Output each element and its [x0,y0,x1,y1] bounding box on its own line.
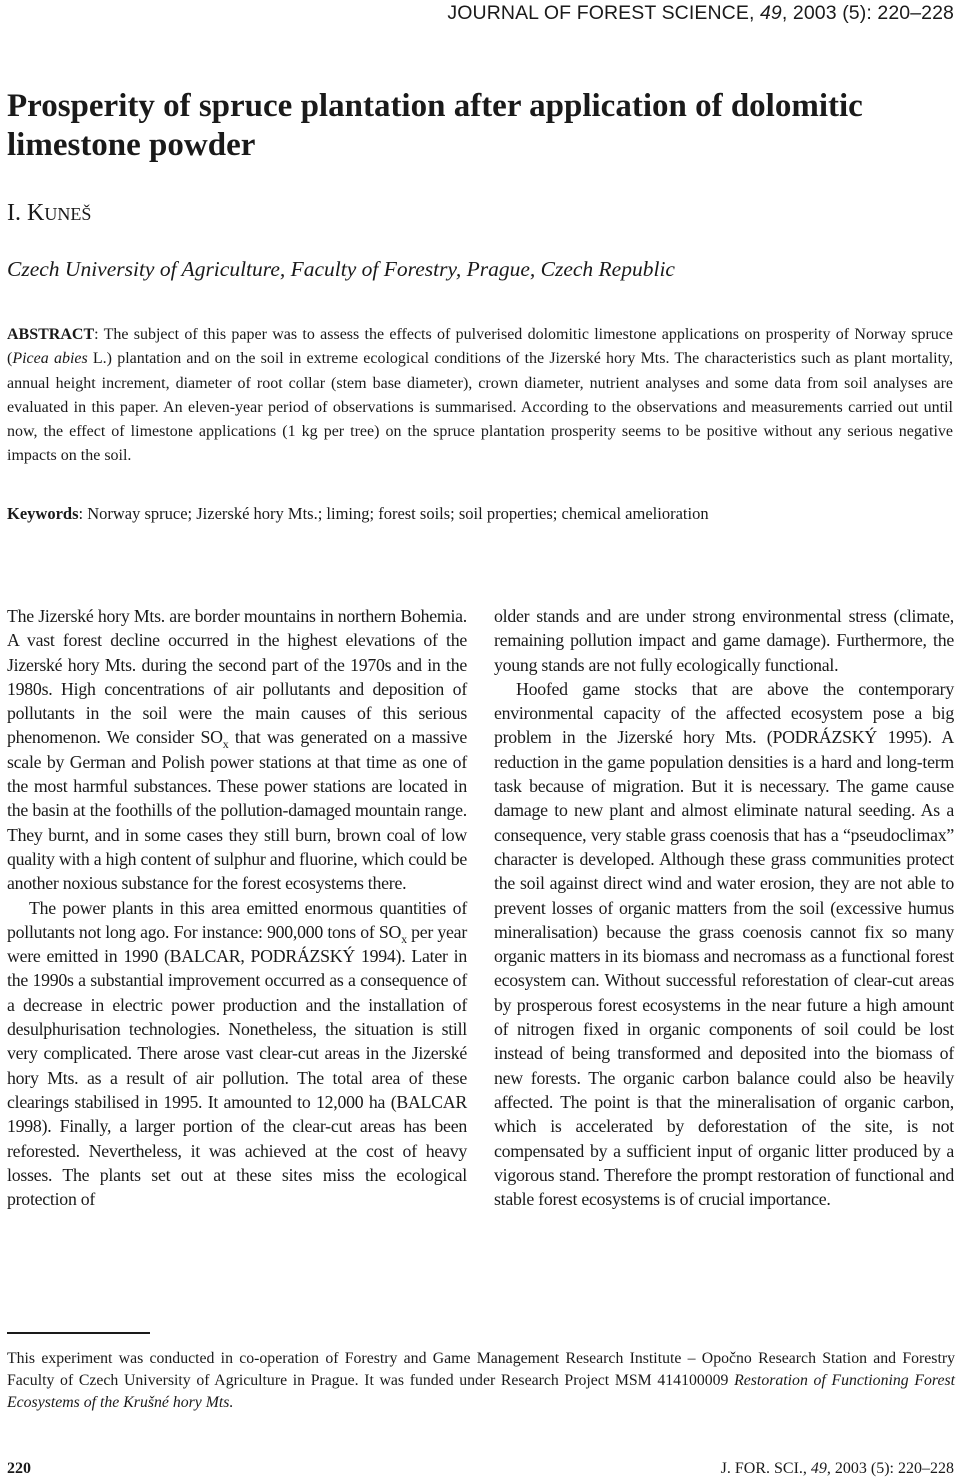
author-affiliation: Czech University of Agriculture, Faculty of Forestry, Prague, Czech Republic [7,257,675,281]
citation-author: ODRÁZSKÝ [782,727,877,748]
subscript: x [401,931,407,946]
running-header [447,2,954,25]
paragraph: older stands and are under strong environmental stress (climate, remaining pollution impact and game damage). Furthermore, the young stands are not fully ecologically functional. [494,606,954,675]
running-footer [721,1460,954,1478]
paragraph-text: 1998). Finally, a larger portion of the clear-cut areas has been reforested. Nevertheless, it was achieved at the cost of heavy losses. The plants set out at these sites miss the ecological protection of [7,1116,467,1210]
citation-author: ODRÁZSKÝ [260,946,355,967]
abstract [7,323,953,469]
paragraph-text: The power plants in this area emitted enormous quantities of pollutants not long ago. For instance: 900,000 tons of SO [7,897,467,942]
author-name [7,200,91,227]
journal-volume: 49 [759,2,782,24]
species-name: Picea abies [12,350,88,368]
paragraph [7,604,467,896]
paragraph [7,896,467,1212]
footnote [7,1348,955,1414]
paragraph-text: 1994). Later in the 1990s a substantial improvement occurred as a consequence of a decrease in electric power production and the installation of desulphurisation technologies. Nonetheless, the situation is still very complicated. There arose vast clear-cut areas in the Jizerské hory Mts. as a result of air pollution. The total area of these clearings stabilised in 1995. It amounted to 12,000 ha (B [7,946,467,1112]
abstract-text-1: : The subject of this paper was to assess the effects of pulverised dolomitic limestone applications on prosperity of Norway spruce ( [7,326,953,368]
keywords-text: : Norway spruce; Jizerské hory Mts.; liming; forest soils; soil properties; chemical amelioration [78,504,709,523]
paragraph-text: The Jizerské hory Mts. are border mountains in northern Bohemia. A vast forest decline occurred in the highest elevations of the Jizerské hory Mts. during the second part of the 1970s and in the 1980s. High concentrations of air pollutants and deposition of pollutants in the soil were the main causes of this serious phenomenon. We consider SO [7,606,467,748]
body-column-left [7,604,467,1211]
journal-name: JOURNAL OF FOREST SCIENCE, [447,2,760,24]
journal-issue-pages: , 2003 (5): 220–228 [781,2,954,24]
paragraph-text: per year were emitted in 1990 (B [7,921,467,967]
citation-author: ALCAR [181,946,241,967]
citation-author: ALCAR [407,1091,467,1112]
keywords-label: Keywords [7,504,79,523]
author-initial: I. K [7,200,45,226]
paragraph-text: 1995). A reduction in the game population densities is a hard and long-term task because of migration. But it is necessary. The game cause damage to new plant and almost eliminate natural seeding. As a consequence, very stable grass coenosis that has a “pseudoclimax” character is developed. Although these grass communities protect the soil against direct wind and water erosion, they are not able to prevent losses of organic matters from the soil (excessive humus mineralisation) because the grass coenosis cannot fix so many organic matters in its biomass and necromass as a functional forest ecosystem can. Without successful reforestation of clear-cut areas by prosperous forest ecosystems in the near future a high amount of nitrogen fixed in organic components of soil could be lost instead of being transformed and deposited into the biomass of new forests. The organic carbon balance could also be heavily affected. The point is that the mineralisation of organic carbon, which is accelerated by deforestation of the site, is not compensated by a sufficient input of organic litter produced by a vigorous stand. Therefore the prompt restoration of functional and stable forest ecosystems is of crucial importance. [494,727,954,1210]
page-number: 220 [7,1460,31,1477]
paragraph [494,677,954,1212]
abstract-label: ABSTRACT [7,326,95,343]
paragraph-text: that was generated on a massive scale by German and Polish power stations at that time as one of the most harmful substances. These power stations are located in the basin at the foothills of the pollution-damaged mountain range. They burnt, and in some cases they still burn, brown coal of low quality with a high content of sulphur and fluorine, which could be another noxious substance for the forest ecosystems there. [7,727,467,894]
keywords [7,504,953,524]
paragraph-text: , P [240,946,261,967]
body-column-right [494,604,954,1211]
footer-issue-pages: , 2003 (5): 220–228 [826,1460,954,1477]
author-surname: UNEŠ [44,204,92,224]
footnote-divider [7,1332,150,1334]
article-title: Prosperity of spruce plantation after application of dolomitic limestone powder [7,88,863,163]
footer-volume: 49 [810,1460,827,1477]
footnote-text: This experiment was conducted in co-operation of Forestry and Game Management Research Institute – Opočno Research Station and Forestry Faculty of Czech University of Agriculture in Prague. It was funded under Research Project MSM 414100009 [7,1350,955,1389]
subscript: x [222,737,229,752]
abstract-text-2: L.) plantation and on the soil in extreme ecological conditions of the Jizerské hory Mts. The characteristics such as plant mortality, annual height increment, diameter of root collar (stem base diameter), crown diameter, nutrient analyses and some data from soil analyses are evaluated in this paper. An eleven-year period of observations is summarised. According to the observations and measurements carried out until now, the effect of limestone applications (1 kg per tree) on the spruce plantation prosperity seems to be positive without any serious negative impacts on the soil. [7,350,953,465]
project-title: Restoration of Functioning Forest Ecosystems of the Krušné hory Mts. [7,1372,955,1411]
paragraph-text: Hoofed game stocks that are above the contemporary environmental capacity of the affected ecosystem pose a big problem in the Jizerské hory Mts. (P [494,678,954,748]
footer-journal-name: J. FOR. SCI., [720,1460,811,1477]
